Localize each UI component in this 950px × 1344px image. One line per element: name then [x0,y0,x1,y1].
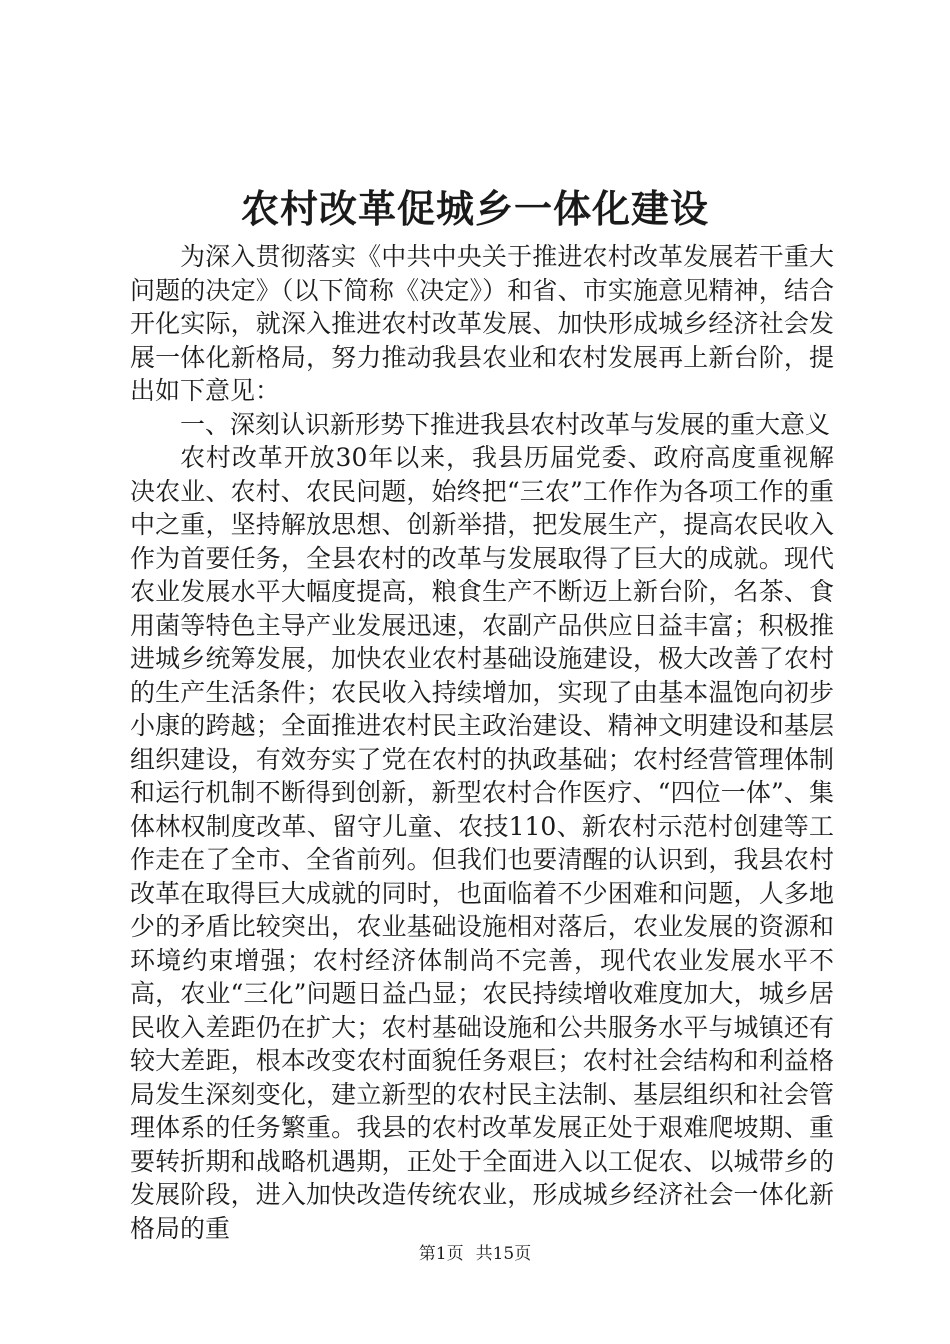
page-footer [0,1242,950,1266]
paragraph-main: 农村改革开放30年以来，我县历届党委、政府高度重视解决农业、农村、农民问题，始终把“三农”工作作为各项工作的重中之重，坚持解放思想、创新举措，把发展生产，提高农民收入作为首要任务，全县农村的改革与发展取得了巨大的成就。现代农业发展水平大幅度提高，粮食生产不断迈上新台阶，名茶、食用菌等特色主导产业发展迅速，农副产品供应日益丰富；积极推进城乡统筹发展，加快农业农村基础设施建设，极大改善了农村的生产生活条件；农民收入持续增加，实现了由基本温饱向初步小康的跨越；全面推进农村民主政治建设、精神文明建设和基层组织建设，有效夯实了党在农村的执政基础；农村经营管理体制和运行机制不断得到创新，新型农村合作医疗、“四位一体”、集体林权制度改革、留守儿童、农技110、新农村示范村创建等工作走在了全市、全省前列。但我们也要清醒的认识到，我县农村改革在取得巨大成就的同时，也面临着不少困难和问题，人多地少的矛盾比较突出，农业基础设施相对落后，农业发展的资源和环境约束增强；农村经济体制尚不完善，现代农业发展水平不高，农业“三化”问题日益凸显；农民持续增收难度加大，城乡居民收入差距仍在扩大；农村基础设施和公共服务水平与城镇还有较大差距，根本改变农村面貌任务艰巨；农村社会结构和利益格局发生深刻变化，建立新型的农村民主法制、基层组织和社会管理体系的任务繁重。我县的农村改革发展正处于艰难爬坡期、重要转折期和战略机遇期，正处于全面进入以工促农、以城带乡的发展阶段，进入加快改造传统农业，形成城乡经济社会一体化新格局的重 [130,443,834,1243]
section-heading-1: 一、深刻认识新形势下推进我县农村改革与发展的重大意义 [180,409,831,439]
page-total: 共15页 [475,1244,532,1264]
page-number: 第1页 [418,1244,464,1264]
paragraph-intro: 为深入贯彻落实《中共中央关于推进农村改革发展若干重大问题的决定》（以下简称《决定》）和省、市实施意见精神，结合开化实际，就深入推进农村改革发展、加快形成城乡经济社会发展一体化新格局，努力推动我县农业和农村发展再上新台阶，提出如下意见： [130,242,834,405]
document-body [130,240,834,1245]
document-title: 农村改革促城乡一体化建设 [240,186,709,231]
